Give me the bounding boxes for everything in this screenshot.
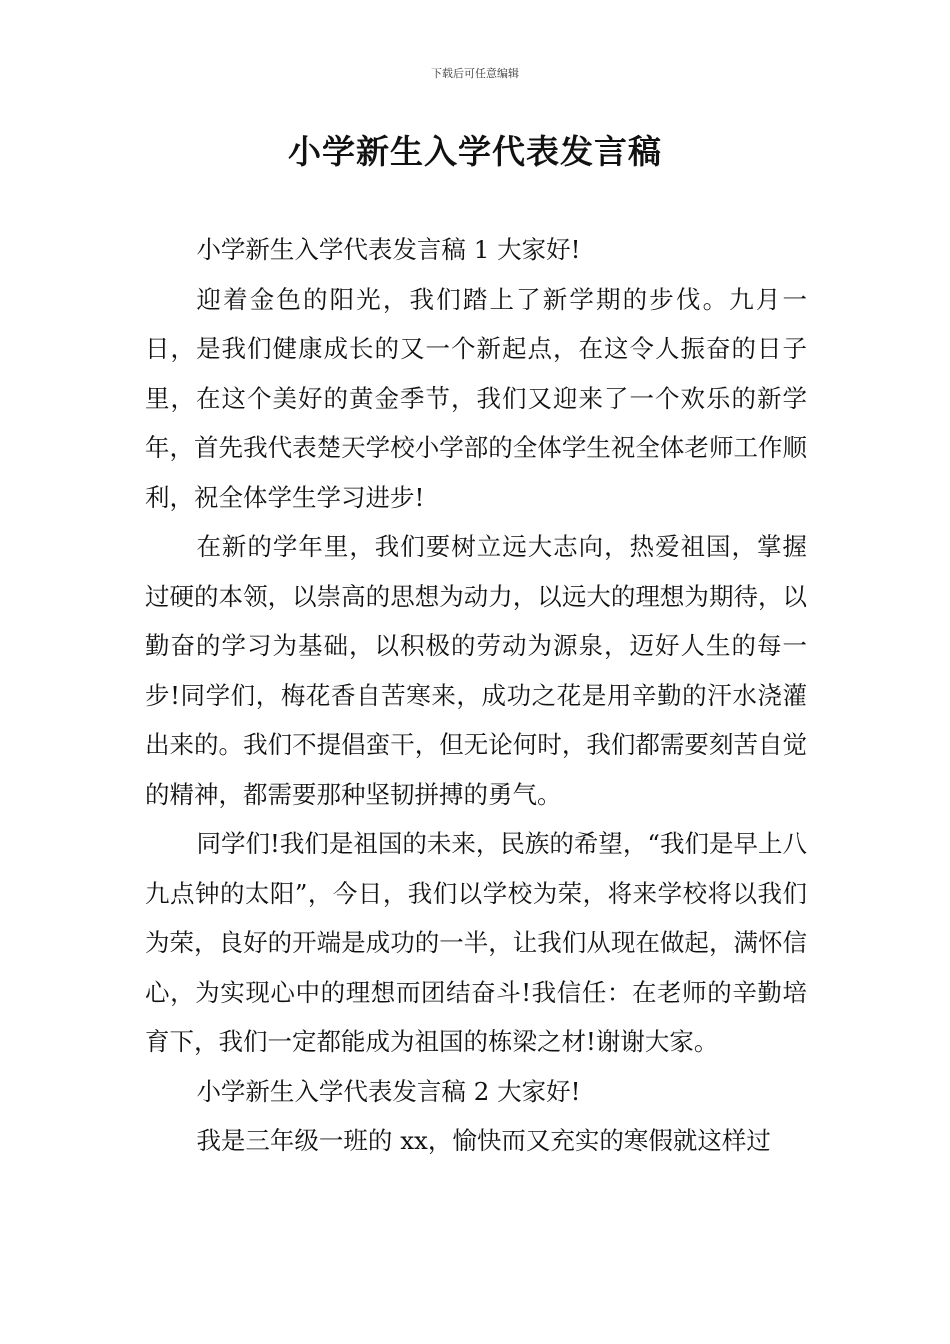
paragraph-speech-2-heading: 小学新生入学代表发言稿 2 大家好! xyxy=(196,1076,581,1106)
paragraph: 同学们!我们是祖国的未来，民族的希望，“我们是早上八九点钟的太阳”，今日，我们以学校为荣，将来学校将以我们为荣，良好的开端是成功的一半，让我们从现在做起，满怀信心，为实现心中的理想而团结奋斗!我信任：在老师的辛勤培育下，我们一定都能成为祖国的栋梁之材!谢谢大家。 xyxy=(145,829,807,1056)
paragraph-speech-1-heading: 小学新生入学代表发言稿 1 大家好! xyxy=(196,235,581,264)
paragraph: 我是三年级一班的 xx，愉快而又充实的寒假就这样过 xyxy=(196,1126,771,1155)
document-title: 小学新生入学代表发言稿 xyxy=(288,132,662,171)
paragraph: 在新的学年里，我们要树立远大志向，热爱祖国，掌握过硬的本领，以崇高的思想为动力，以远大的理想为期待，以勤奋的学习为基础，以积极的劳动为源泉，迈好人生的每一步!同学们，梅花香自苦寒来，成功之花是用辛勤的汗水浇灌出来的。我们不提倡蛮干，但无论何时，我们都需要刻苦自觉的精神，都需要那种坚韧拼搏的勇气。 xyxy=(145,532,807,809)
paragraph: 迎着金色的阳光，我们踏上了新学期的步伐。九月一日，是我们健康成长的又一个新起点，在这令人振奋的日子里，在这个美好的黄金季节，我们又迎来了一个欢乐的新学年，首先我代表楚天学校小学部的全体学生祝全体老师工作顺利，祝全体学生学习进步! xyxy=(145,284,807,512)
header-note: 下载后可任意编辑 xyxy=(431,67,519,80)
document-body xyxy=(145,225,807,1166)
